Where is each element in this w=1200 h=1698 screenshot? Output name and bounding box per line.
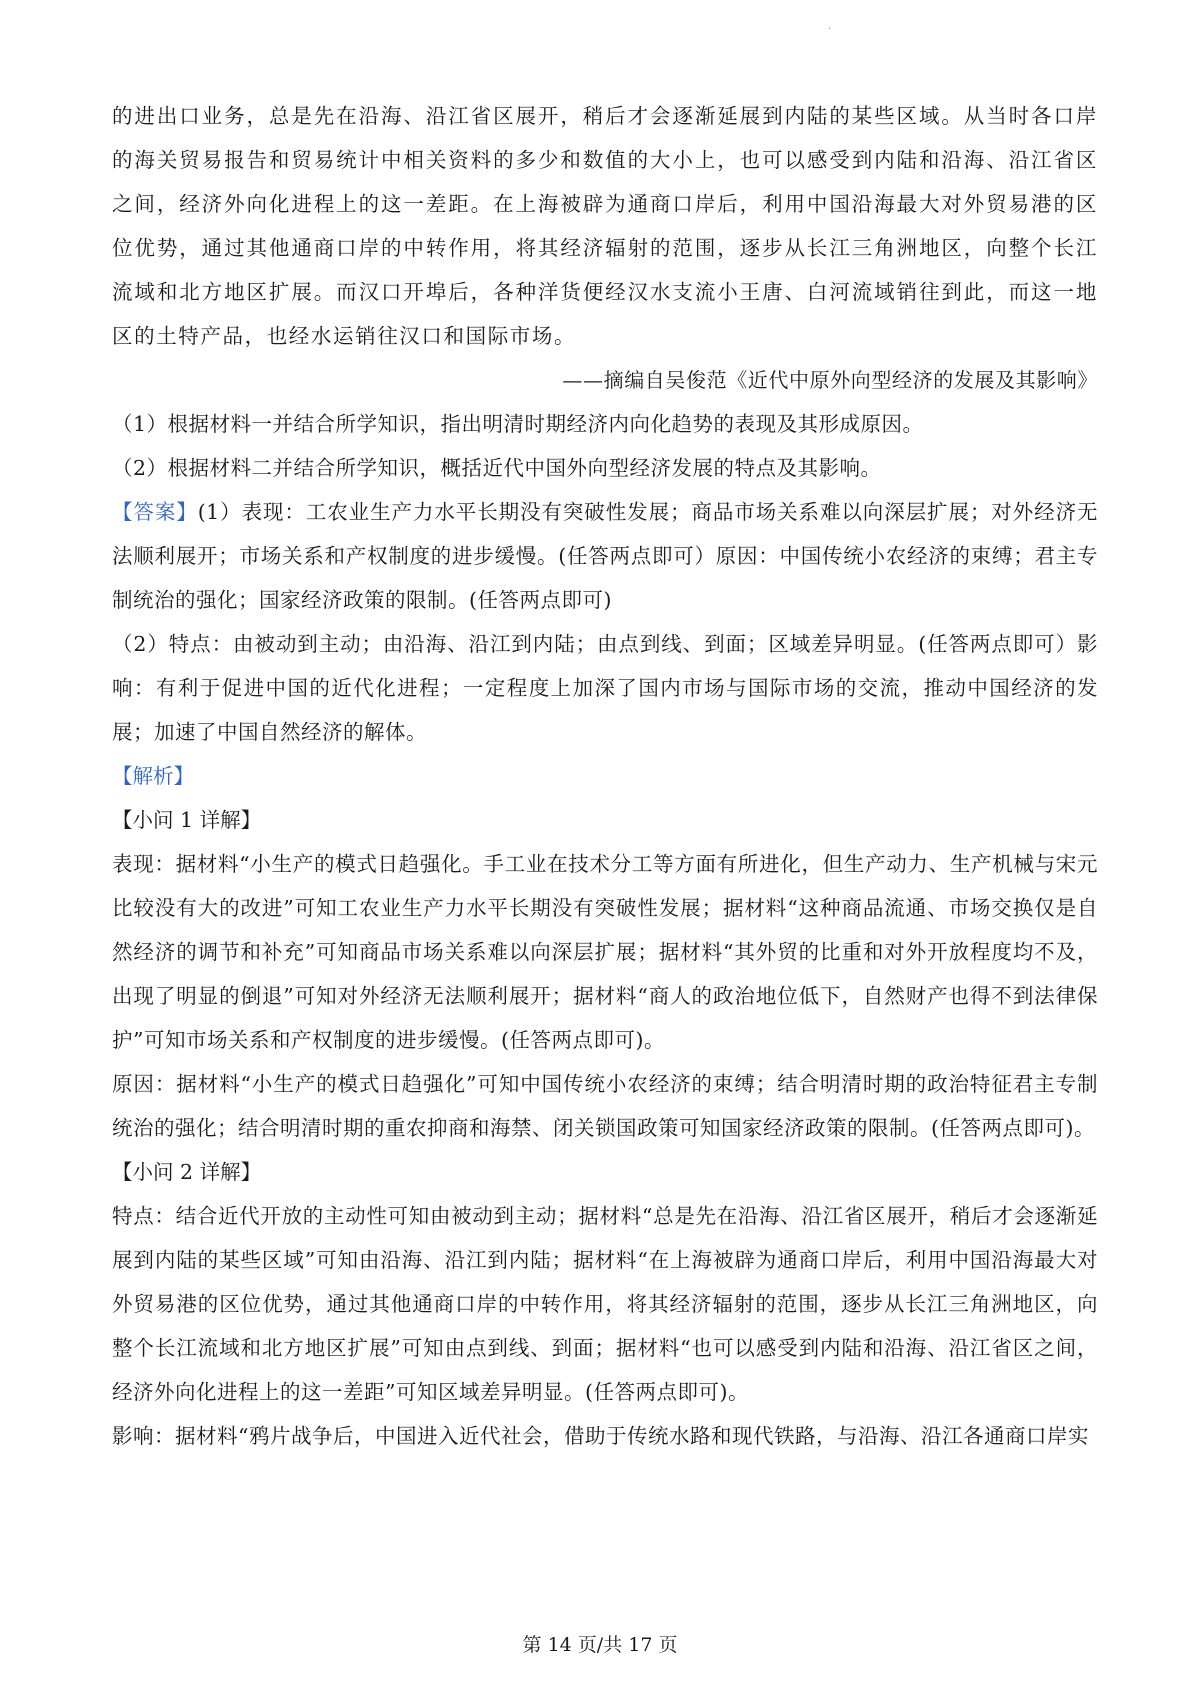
analysis-q2-features: 特点：结合近代开放的主动性可知由被动到主动；据材料“总是先在沿海、沿江省区展开，稍后才会逐渐延展到内陆的某些区域”可知由沿海、沿江到内陆；据材料“在上海被辟为通商口岸后，利用中国沿海最大对外贸易港的区位优势，通过其他通商口岸的中转作用，将其经济辐射的范围，逐步从长江三角洲地区，向整个长江流域和北方地区扩展”可知由点到线、到面；据材料“也可以感受到内陆和沿海、沿江省区之间，经济外向化进程上的这一差距”可知区域差异明显。(任答两点即可)。 xyxy=(112,1204,1098,1404)
sub-question-1-heading: 【小问 1 详解】 xyxy=(112,808,262,832)
answer-tag: 【答案】 xyxy=(112,500,198,524)
answer-part-1 xyxy=(112,490,1098,622)
question-2: （2）根据材料二并结合所学知识，概括近代中国外向型经济发展的特点及其影响。 xyxy=(112,456,882,480)
analysis-q1-performance: 表现：据材料“小生产的模式日趋强化。手工业在技术分工等方面有所进化，但生产动力、生产机械与宋元比较没有大的改进”可知工农业生产力水平长期没有突破性发展；据材料“这种商品流通、市场交换仅是自然经济的调节和补充”可知商品市场关系难以向深层扩展；据材料“其外贸的比重和对外开放程度均不及，出现了明显的倒退”可知对外经济无法顺利展开；据材料“商人的政治地位低下，自然财产也得不到法律保护”可知市场关系和产权制度的进步缓慢。(任答两点即可)。 xyxy=(112,852,1098,1052)
analysis-q2-impact: 影响：据材料“鸦片战争后，中国进入近代社会，借助于传统水路和现代铁路，与沿海、沿江各通商口岸实 xyxy=(112,1424,1089,1448)
analysis-tag: 【解析】 xyxy=(112,764,194,788)
analysis-q1-reason: 原因：据材料“小生产的模式日趋强化”可知中国传统小农经济的束缚；结合明清时期的政治特征君主专制统治的强化；结合明清时期的重农抑商和海禁、闭关锁国政策可知国家经济政策的限制。(任答两点即可)。 xyxy=(112,1072,1098,1140)
answer-part-2: （2）特点：由被动到主动；由沿海、沿江到内陆；由点到线、到面；区域差异明显。(任答两点即可）影响：有利于促进中国的近代化进程；一定程度上加深了国内市场与国际市场的交流，推动中国经济的发展；加速了中国自然经济的解体。 xyxy=(112,632,1098,744)
material-two-text: 的进出口业务，总是先在沿海、沿江省区展开，稍后才会逐渐延展到内陆的某些区域。从当时各口岸的海关贸易报告和贸易统计中相关资料的多少和数值的大小上，也可以感受到内陆和沿海、沿江省区之间，经济外向化进程上的这一差距。在上海被辟为通商口岸后，利用中国沿海最大对外贸易港的区位优势，通过其他通商口岸的中转作用，将其经济辐射的范围，逐步从长江三角洲地区，向整个长江流域和北方地区扩展。而汉口开埠后，各种洋货便经汉水支流小王唐、白河流域销往到此，而这一地区的土特产品，也经水运销往汉口和国际市场。 xyxy=(112,104,1098,348)
page-marker: · xyxy=(828,24,832,35)
material-citation: ——摘编自吴俊范《近代中原外向型经济的发展及其影响》 xyxy=(562,368,1098,392)
answer-part-1-text: (1）表现：工农业生产力水平长期没有突破性发展；商品市场关系难以向深层扩展；对外经济无法顺利展开；市场关系和产权制度的进步缓慢。(任答两点即可）原因：中国传统小农经济的束缚；君主专制统治的强化；国家经济政策的限制。(任答两点即可) xyxy=(112,500,1098,612)
page-number-footer: 第 14 页/共 17 页 xyxy=(522,1634,678,1656)
page-content xyxy=(112,94,1098,1458)
sub-question-2-heading: 【小问 2 详解】 xyxy=(112,1160,262,1184)
question-1: （1）根据材料一并结合所学知识，指出明清时期经济内向化趋势的表现及其形成原因。 xyxy=(112,412,924,436)
